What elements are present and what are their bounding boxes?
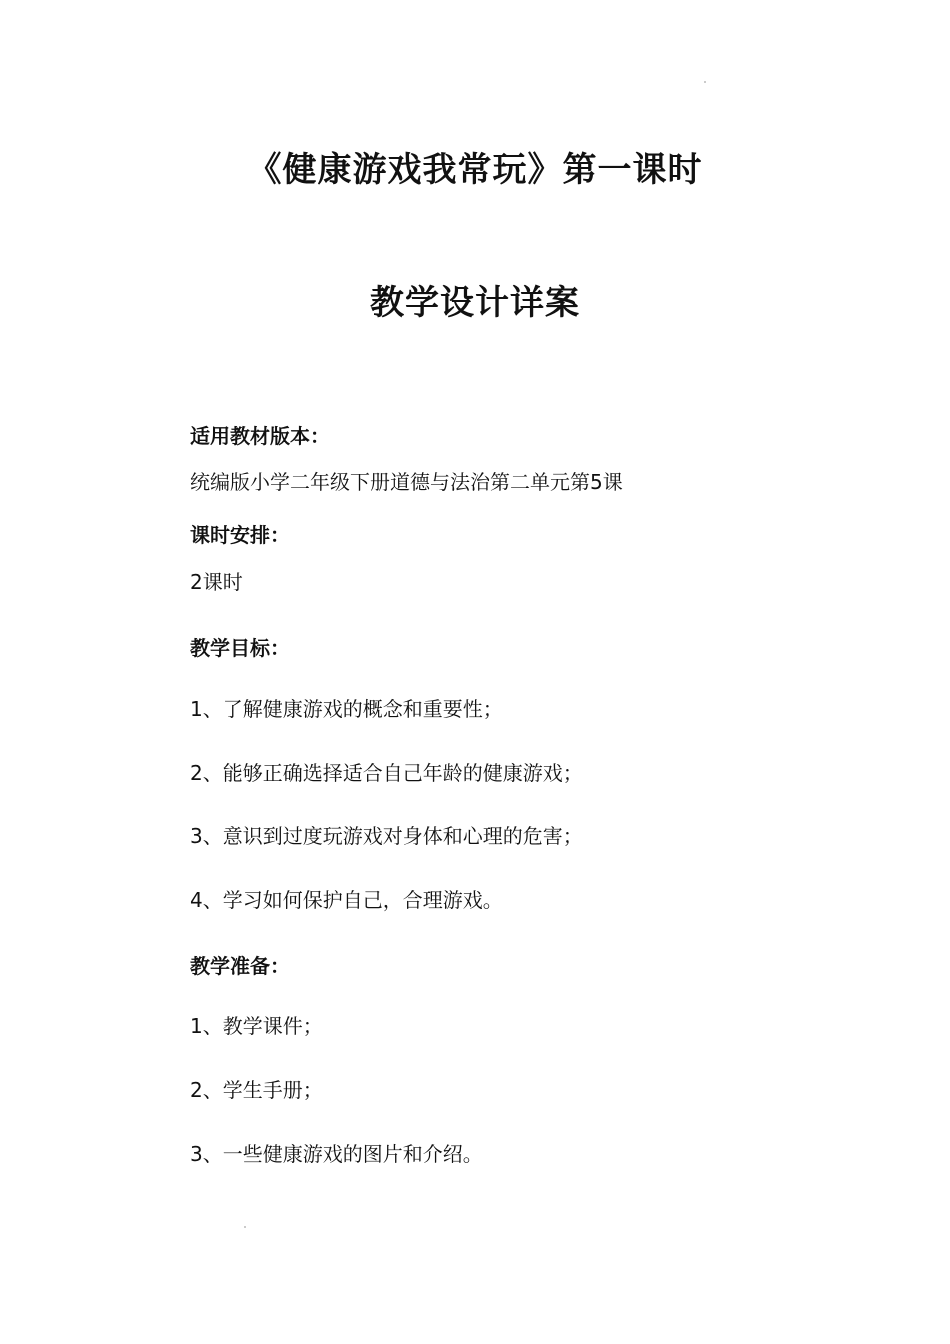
preparation-item: 1、教学课件； xyxy=(190,1014,323,1038)
objective-item: 4、学习如何保护自己，合理游戏。 xyxy=(190,888,503,912)
preparation-label: 教学准备： xyxy=(190,954,290,978)
schedule-value: 2课时 xyxy=(190,570,243,594)
page-speck-bottom xyxy=(244,1226,246,1228)
objective-item: 2、能够正确选择适合自己年龄的健康游戏； xyxy=(190,761,583,785)
preparation-item: 2、学生手册； xyxy=(190,1078,323,1102)
schedule-label: 课时安排： xyxy=(190,523,290,547)
document-title: 《健康游戏我常玩》第一课时 xyxy=(247,150,703,190)
objectives-label: 教学目标： xyxy=(190,636,290,660)
textbook-value: 统编版小学二年级下册道德与法治第二单元第5课 xyxy=(190,470,623,494)
preparation-item: 3、一些健康游戏的图片和介绍。 xyxy=(190,1142,483,1166)
objective-item: 3、意识到过度玩游戏对身体和心理的危害； xyxy=(190,824,583,848)
document-subtitle: 教学设计详案 xyxy=(370,283,580,323)
textbook-label: 适用教材版本： xyxy=(190,424,330,448)
page-speck-top xyxy=(704,81,706,83)
objective-item: 1、了解健康游戏的概念和重要性； xyxy=(190,697,503,721)
